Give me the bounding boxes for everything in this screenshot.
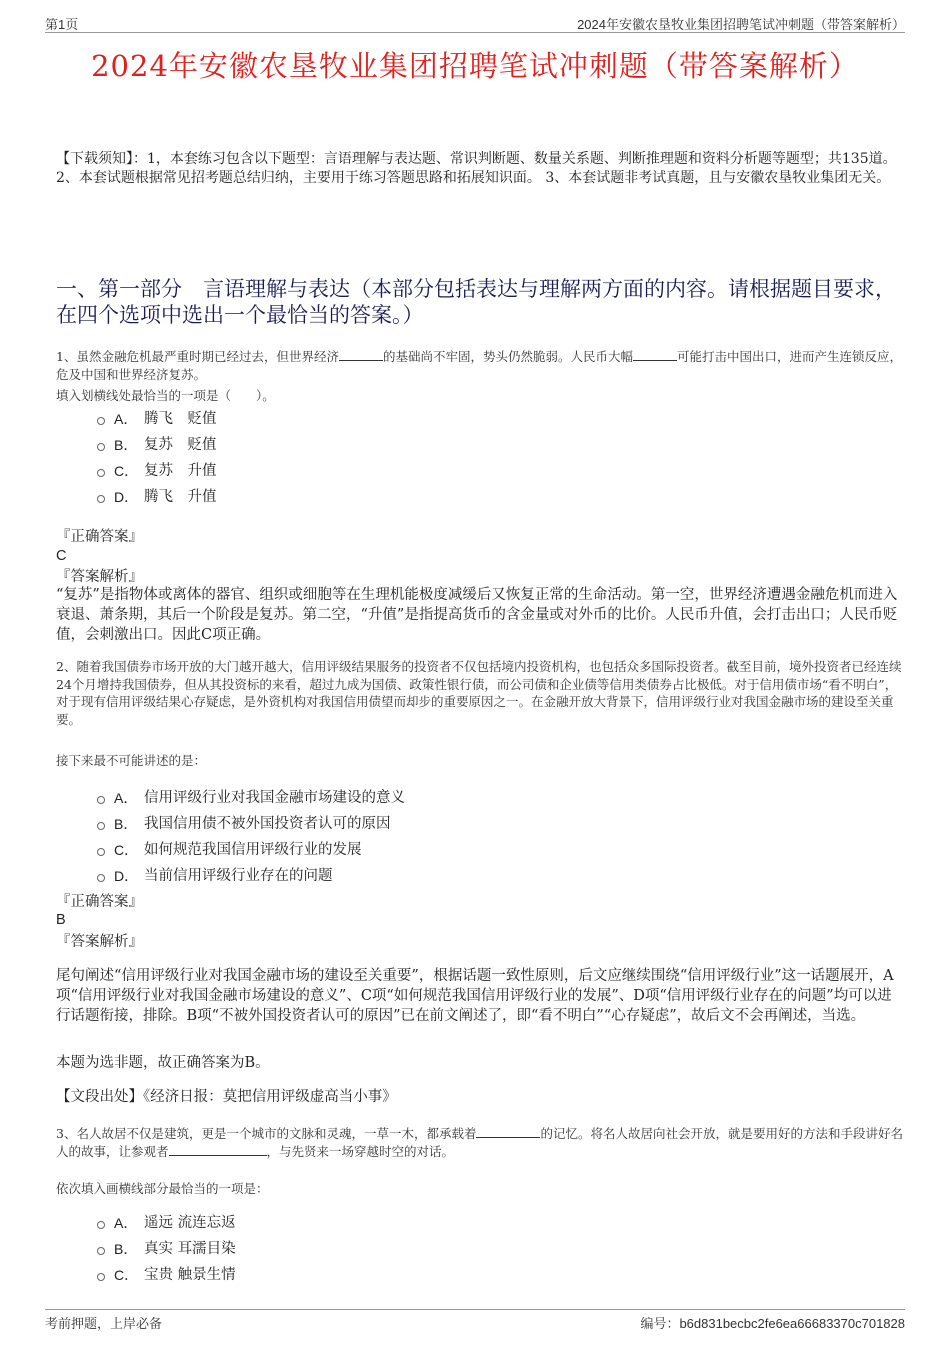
question-2-text: 2、随着我国债券市场开放的大门越开越大，信用评级结果服务的投资者不仅包括境内投资机构，也包括众多国际投资者。截至目前，境外投资者已经连续24个月增持我国债券，但从其投资标的来看，超过九成为国债、政策性银行债，而公司债和企业债等信用类债券占比极低。对于信用债市场“看不明白”，对于现有信用评级结果心存疑虑，是外资机构对我国信用债望而却步的重要原因之一。在金融开放大背景下，信用评级行业对我国金融市场的建设至关重要。 <box>56 659 902 727</box>
question-2-option-b[interactable]: B． 我国信用债不被外国投资者认可的原因 <box>97 813 391 835</box>
running-header-title: 2024年安徽农垦牧业集团招聘笔试冲刺题（带答案解析） <box>577 17 905 32</box>
blank-line <box>633 348 677 361</box>
correct-answer-label: 『正确答案』 <box>56 529 143 545</box>
question-2-option-d[interactable]: D． 当前信用评级行业存在的问题 <box>97 865 333 887</box>
question-1-prompt: 填入划横线处最恰当的一项是（ ）。 <box>56 388 275 403</box>
analysis-label: 『答案解析』 <box>56 934 143 950</box>
question-3-prompt: 依次填入画横线部分最恰当的一项是： <box>56 1181 269 1196</box>
question-2-option-c[interactable]: C． 如何规范我国信用评级行业的发展 <box>97 839 362 861</box>
question-3-option-b[interactable]: B． 真实 耳濡目染 <box>97 1238 236 1260</box>
blank-line <box>169 1143 267 1156</box>
question-2-prompt: 接下来最不可能讲述的是： <box>56 753 207 768</box>
page-number: 第1页 <box>45 17 79 32</box>
question-2-answer: B <box>56 912 66 928</box>
question-3-text: 3、名人故居不仅是建筑，更是一个城市的文脉和灵魂，一草一木，都承载着 的记忆。将名人故居向社会开放，就是要用好的方法和手段讲好名人的故事，让参观者 ，与先贤来一场穿越时空的对话。 <box>56 1126 903 1159</box>
section-heading: 一、第一部分 言语理解与表达（本部分包括表达与理解两方面的内容。请根据题目要求，在四个选项中选出一个最恰当的答案。） <box>56 277 896 327</box>
radio-icon[interactable] <box>97 848 105 856</box>
radio-icon[interactable] <box>97 443 105 451</box>
analysis-label: 『答案解析』 <box>56 569 143 585</box>
radio-icon[interactable] <box>97 1247 105 1255</box>
footer-doc-id: 编号：b6d831becbc2fe6ea66683370c701828 <box>640 1316 905 1331</box>
header-divider <box>45 32 905 33</box>
radio-icon[interactable] <box>97 1273 105 1281</box>
question-2-analysis: 尾句阐述“信用评级行业对我国金融市场的建设至关重要”，根据话题一致性原则，后文应继续围绕“信用评级行业”这一话题展开，A项“信用评级行业对我国金融市场建设的意义”、C项“如何规范我国信用评级行业的发展”、D项“信用评级行业存在的问题”均可以进行话题衔接，排除。B项“不被外国投资者认可的原因”已在前文阐述了，即“看不明白”“心存疑虑”，故后文不会再阐述，当选。 <box>56 968 894 1024</box>
question-3-option-a[interactable]: A． 遥远 流连忘返 <box>97 1212 236 1234</box>
footer-slogan: 考前押题，上岸必备 <box>45 1317 163 1332</box>
question-2-conclusion: 本题为选非题，故正确答案为B。 <box>56 1055 270 1071</box>
radio-icon[interactable] <box>97 417 105 425</box>
question-1-option-d[interactable]: D． 腾飞 升值 <box>97 486 217 508</box>
blank-line <box>476 1125 540 1138</box>
question-1-option-b[interactable]: B． 复苏 贬值 <box>97 434 217 456</box>
question-1-text: 1、虽然金融危机最严重时期已经过去，但世界经济 的基础尚不牢固，势头仍然脆弱。人民币大幅 可能打击中国出口，进而产生连锁反应，危及中国和世界经济复苏。 <box>56 349 902 382</box>
radio-icon[interactable] <box>97 469 105 477</box>
radio-icon[interactable] <box>97 796 105 804</box>
radio-icon[interactable] <box>97 874 105 882</box>
question-1-option-a[interactable]: A． 腾飞 贬值 <box>97 408 217 430</box>
question-2-source: 【文段出处】《经济日报：莫把信用评级虚高当小事》 <box>56 1089 397 1105</box>
blank-line <box>339 348 383 361</box>
question-2-option-a[interactable]: A． 信用评级行业对我国金融市场建设的意义 <box>97 787 405 809</box>
question-1-analysis: “复苏”是指物体或离体的器官、组织或细胞等在生理机能极度减缓后又恢复正常的生命活动。第一空，世界经济遭遇金融危机而进入衰退、萧条期，其后一个阶段是复苏。第二空，“升值”是指提高货币的含金量或对外币的比价。人民币升值，会打击出口；人民币贬值，会刺激出口。因此C项正确。 <box>56 587 898 643</box>
footer-divider <box>45 1309 905 1310</box>
radio-icon[interactable] <box>97 495 105 503</box>
correct-answer-label: 『正确答案』 <box>56 894 143 910</box>
question-1-option-c[interactable]: C． 复苏 升值 <box>97 460 217 482</box>
radio-icon[interactable] <box>97 822 105 830</box>
radio-icon[interactable] <box>97 1221 105 1229</box>
question-1-answer: C <box>56 548 67 564</box>
page-title: 2024年安徽农垦牧业集团招聘笔试冲刺题（带答案解析） <box>91 49 859 83</box>
question-3-option-c[interactable]: C． 宝贵 触景生情 <box>97 1264 236 1286</box>
download-notice: 【下载须知】：1，本套练习包含以下题型：言语理解与表达题、常识判断题、数量关系题、判断推理题和资料分析题等题型；共135道。 2、本套试题根据常见招考题总结归纳，主要用于练习答题思路和拓展知识面。 3、本套试题非考试真题，且与安徽农垦牧业集团无关。 <box>56 151 897 186</box>
